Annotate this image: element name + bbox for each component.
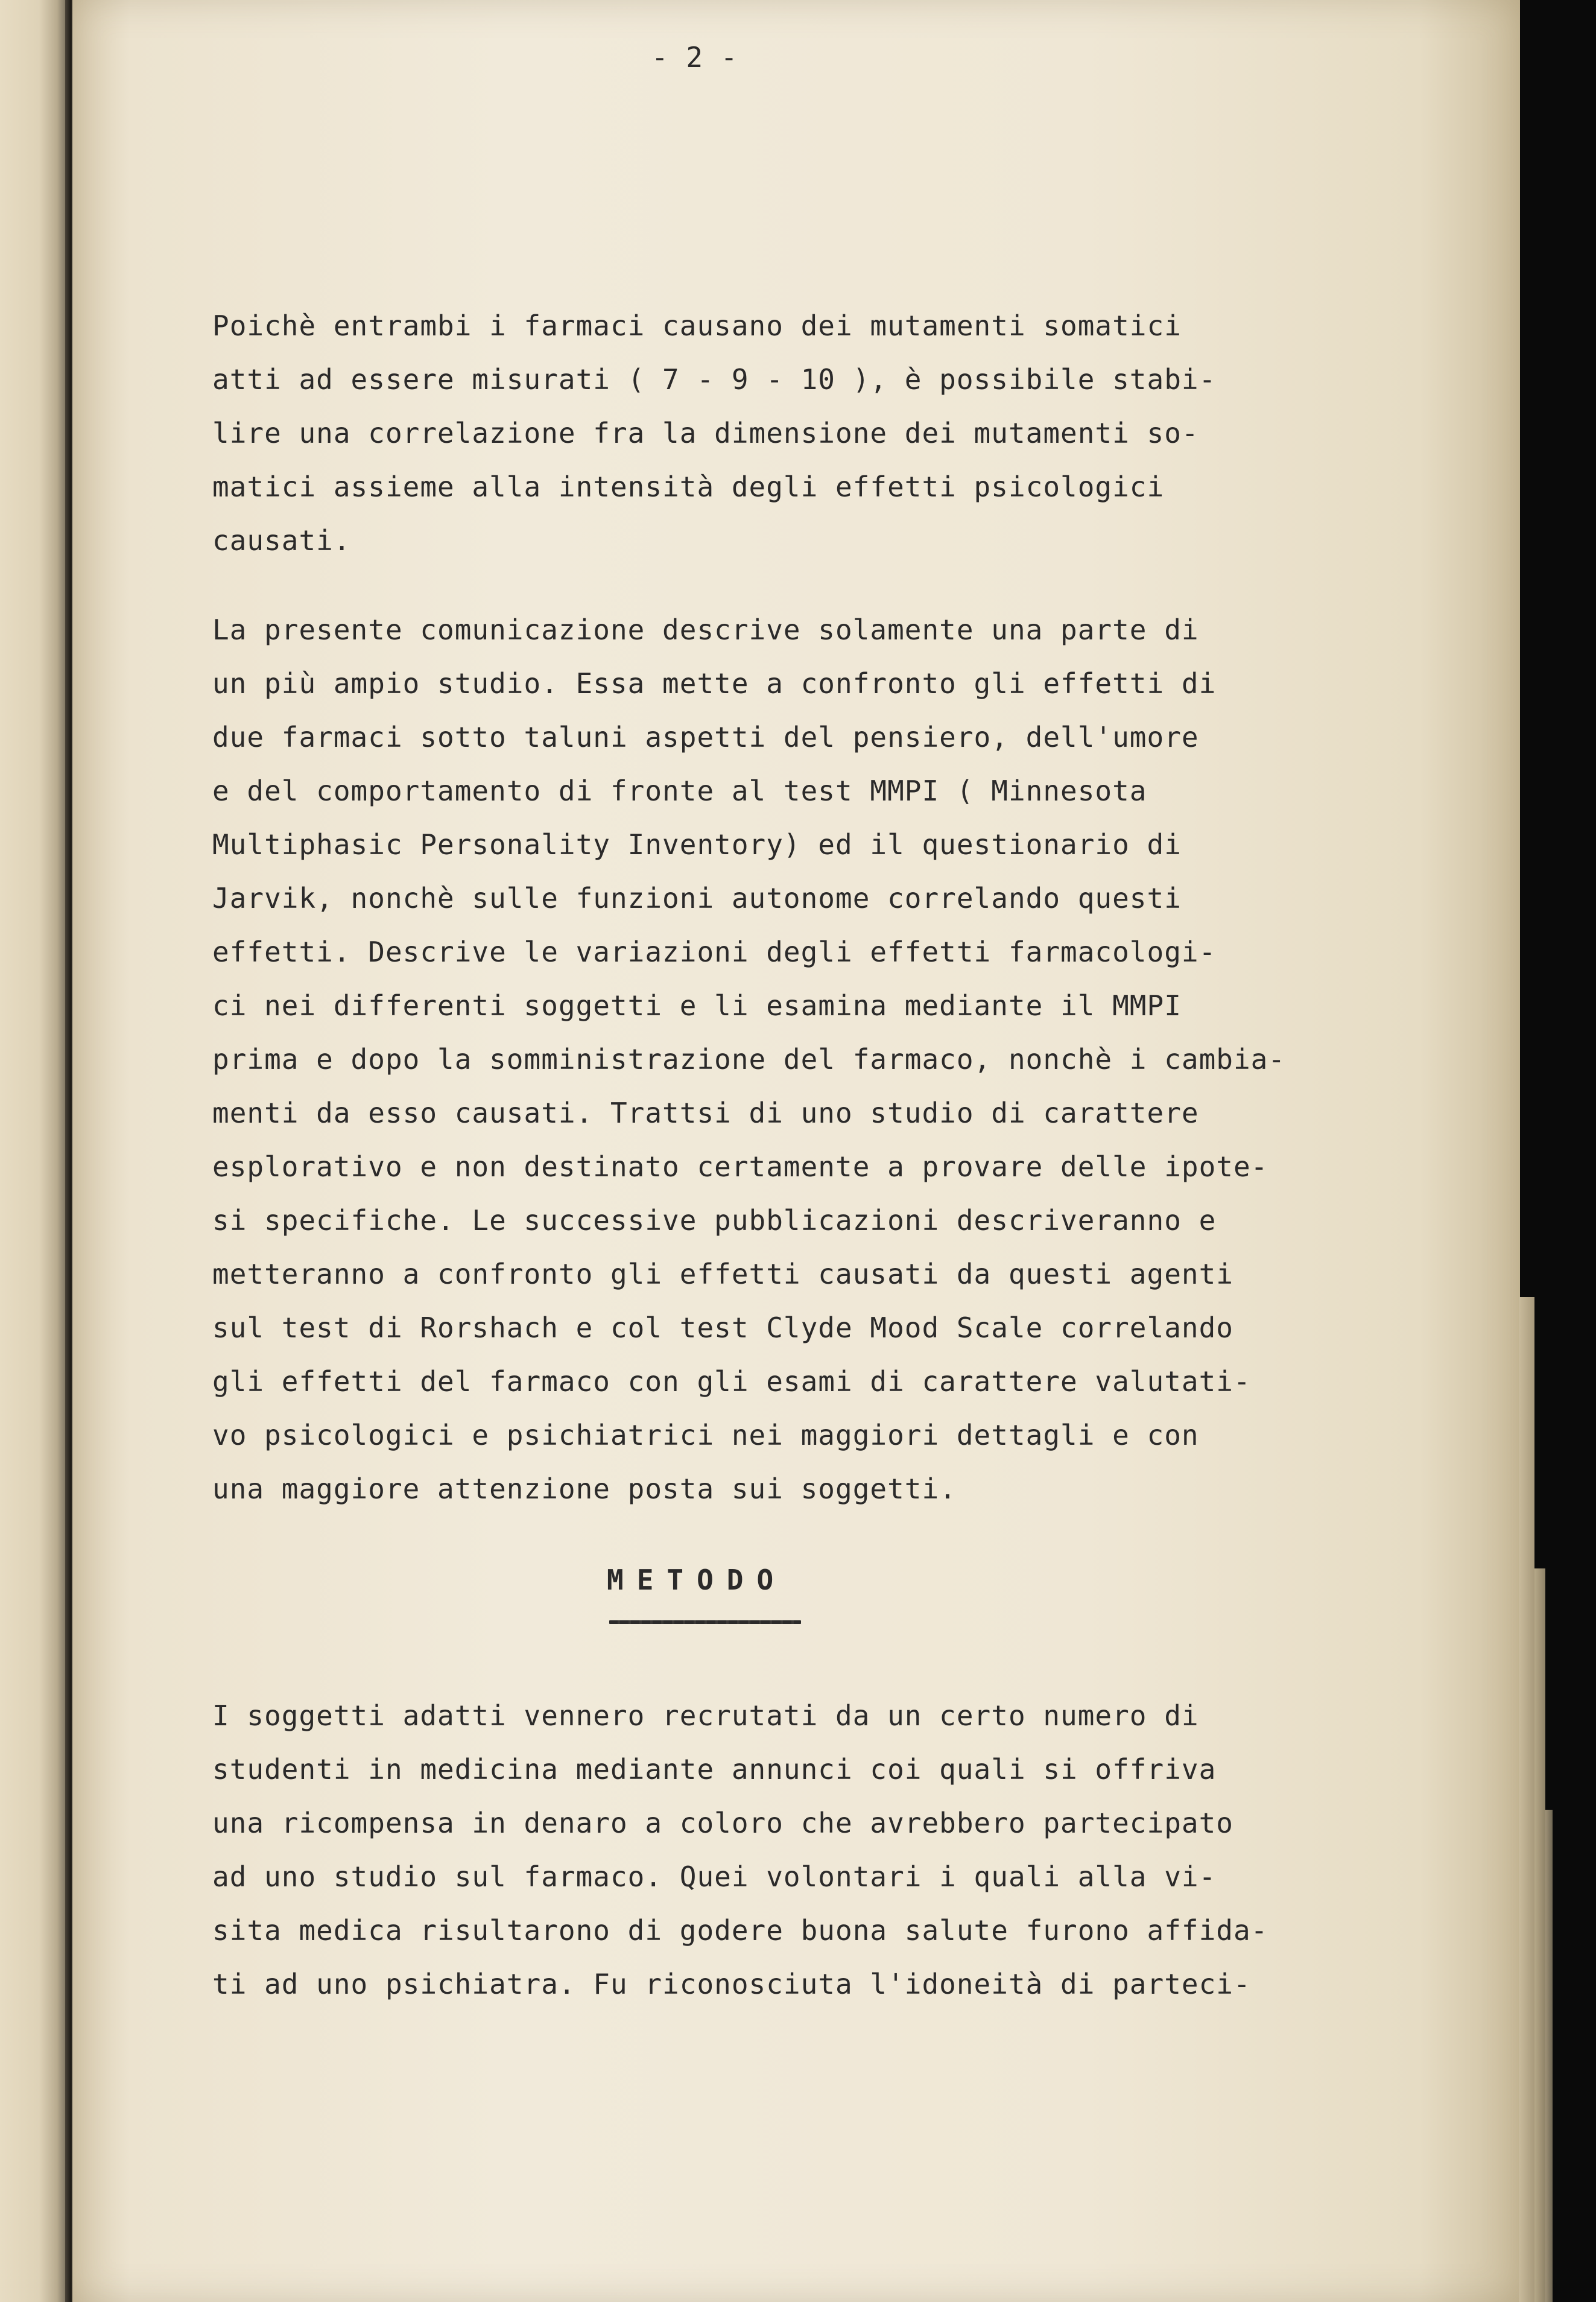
- text-line: lire una correlazione fra la dimensione dei mutamenti so-: [212, 417, 1199, 449]
- paragraph-study-description: [212, 603, 1285, 1516]
- text-line: La presente comunicazione descrive solamente una parte di: [212, 614, 1199, 646]
- page-edge: [1545, 1810, 1553, 2302]
- text-line: e del comportamento di fronte al test MMPI ( Minnesota: [212, 775, 1147, 807]
- text-line: sul test di Rorshach e col test Clyde Mood Scale correlando: [212, 1311, 1233, 1344]
- text-line: prima e dopo la somministrazione del farmaco, nonchè i cambia-: [212, 1043, 1286, 1076]
- text-line: atti ad essere misurati ( 7 - 9 - 10 ), è possibile stabi-: [212, 363, 1217, 396]
- paragraph-method: [212, 1689, 1268, 2011]
- facing-page-edge: [0, 0, 71, 2302]
- text-line: ti ad uno psichiatra. Fu riconosciuta l'idoneità di parteci-: [212, 1968, 1251, 2000]
- page-edge: [1519, 1297, 1534, 2302]
- text-line: ci nei differenti soggetti e li esamina mediante il MMPI: [212, 989, 1182, 1022]
- page-number: - 2 -: [651, 41, 738, 74]
- text-line: Poichè entrambi i farmaci causano dei mutamenti somatici: [212, 309, 1182, 342]
- text-line: menti da esso causati. Trattsi di uno studio di carattere: [212, 1097, 1199, 1129]
- text-line: una maggiore attenzione posta sui soggetti.: [212, 1473, 957, 1505]
- text-line: due farmaci sotto taluni aspetti del pensiero, dell'umore: [212, 721, 1199, 753]
- text-line: Jarvik, nonchè sulle funzioni autonome correlando questi: [212, 882, 1182, 915]
- text-line: Multiphasic Personality Inventory) ed il questionario di: [212, 828, 1182, 861]
- heading-underline: [609, 1620, 801, 1624]
- text-line: vo psicologici e psichiatrici nei maggiori dettagli e con: [212, 1419, 1199, 1451]
- text-line: una ricompensa in denaro a coloro che avrebbero partecipato: [212, 1807, 1233, 1839]
- page-edge: [1534, 1568, 1545, 2302]
- text-line: causati.: [212, 524, 351, 557]
- text-line: effetti. Descrive le variazioni degli effetti farmacologi-: [212, 936, 1217, 968]
- text-line: si specifiche. Le successive pubblicazioni descriveranno e: [212, 1204, 1217, 1237]
- text-line: sita medica risultarono di godere buona salute furono affida-: [212, 1914, 1268, 1947]
- text-line: un più ampio studio. Essa mette a confronto gli effetti di: [212, 667, 1217, 700]
- text-line: studenti in medicina mediante annunci coi quali si offriva: [212, 1753, 1217, 1786]
- text-line: I soggetti adatti vennero recrutati da un certo numero di: [212, 1699, 1199, 1732]
- paragraph-intro: [212, 299, 1216, 568]
- text-line: metteranno a confronto gli effetti causati da questi agenti: [212, 1258, 1233, 1290]
- text-line: ad uno studio sul farmaco. Quei volontari i quali alla vi-: [212, 1860, 1217, 1893]
- text-line: esplorativo e non destinato certamente a provare delle ipote-: [212, 1150, 1268, 1183]
- section-heading: METODO: [607, 1564, 787, 1596]
- text-line: gli effetti del farmaco con gli esami di carattere valutati-: [212, 1365, 1251, 1398]
- text-line: matici assieme alla intensità degli effetti psicologici: [212, 471, 1165, 503]
